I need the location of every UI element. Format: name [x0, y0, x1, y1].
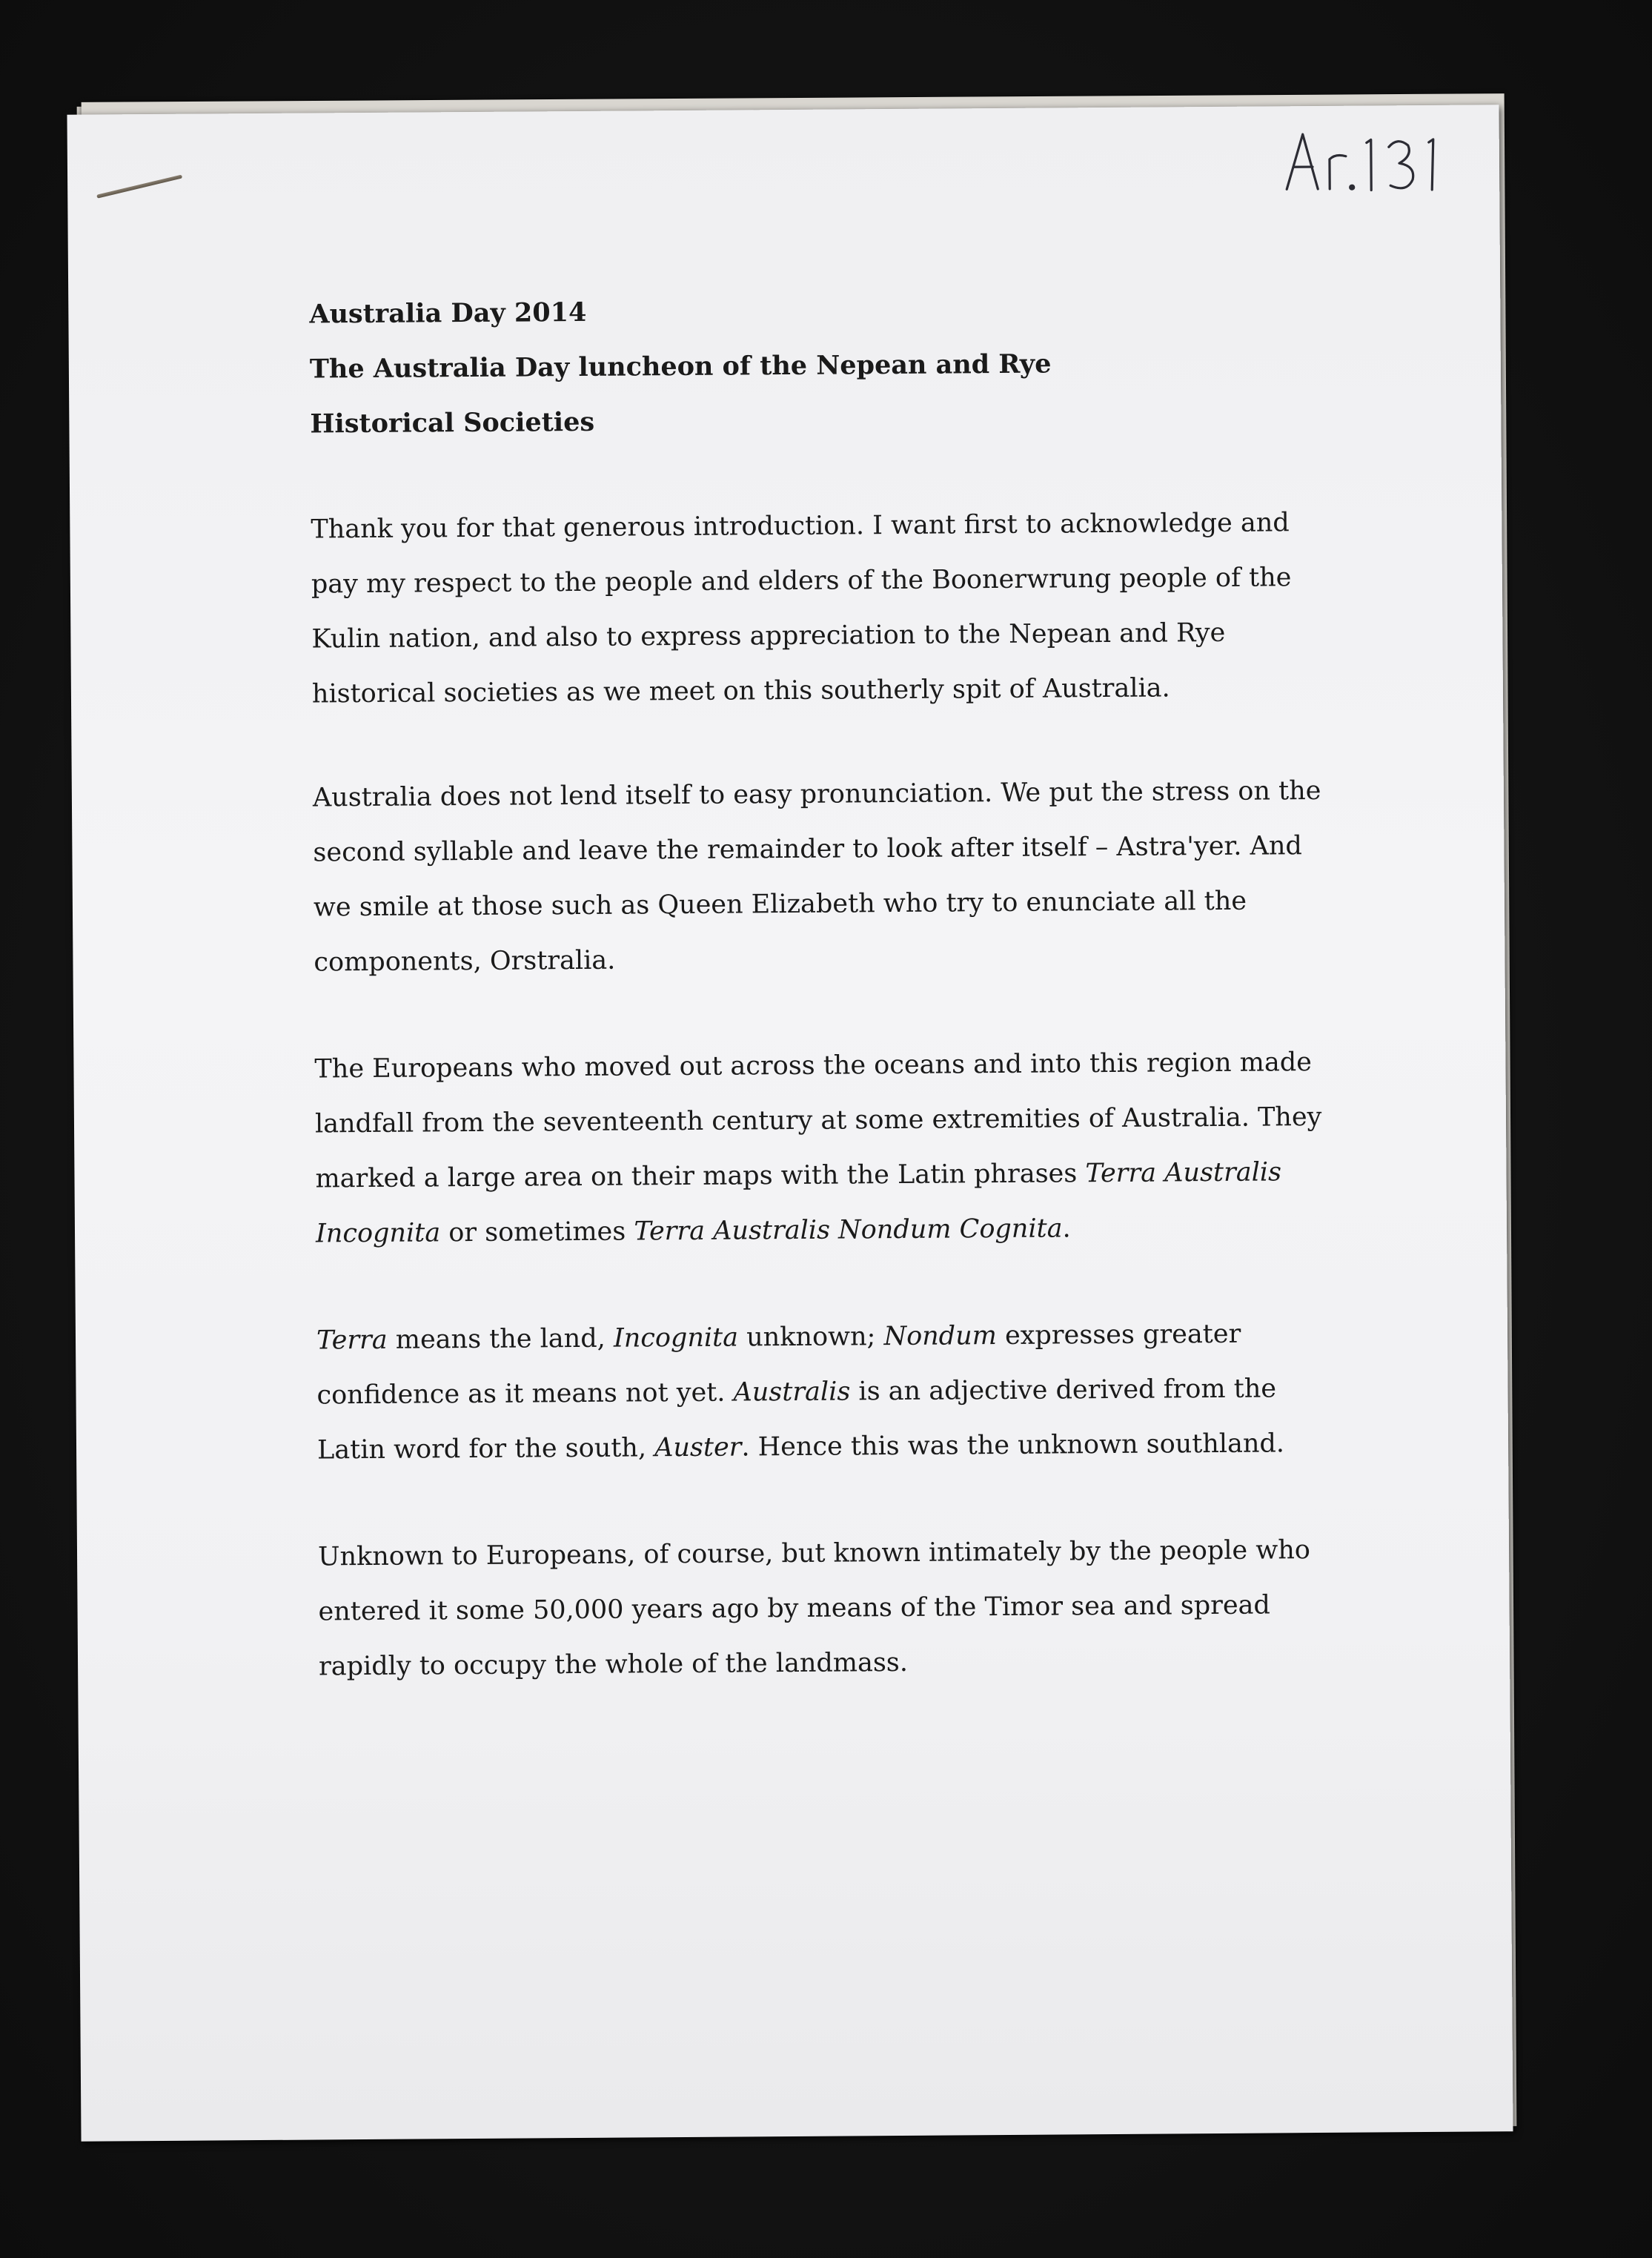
paragraph-4-text-4: is an adjective derived from the Latin word for the south,	[316, 1374, 1277, 1466]
paragraph-4-text-5: . Hence this was the unknown southland.	[741, 1428, 1285, 1463]
document-body	[309, 280, 1349, 1695]
paragraph-4-italic-3: Nondum	[883, 1321, 998, 1352]
paragraph-3-italic-1: Terra Australis Incognita	[315, 1157, 1282, 1249]
paragraph-1: Thank you for that generous introduction. I want first to acknowledge and pay my respect to the people and elders of the Boonerwrung people of the Kulin nation, and also to express appreciation to the Nepean and Rye historical societies as we meet on this southerly spit of Australia.	[311, 508, 1292, 709]
paragraph-4-italic-5: Auster	[654, 1432, 742, 1463]
staple	[96, 174, 182, 198]
paragraph-4-text-2: unknown;	[737, 1322, 884, 1353]
paragraph-2: Australia does not lend itself to easy pronunciation. We put the stress on the second syllable and leave the remainder to look after itself – Astra'yer. And we smile at those such as Queen Elizabeth who try to enunciate all the components, Orstralia.	[312, 775, 1321, 978]
paragraph-5: Unknown to Europeans, of course, but known intimately by the people who entered it some 50,000 years ago by means of the Timor sea and spread rapidly to occupy the whole of the landmass.	[317, 1535, 1311, 1682]
handwritten-archive-note	[1272, 120, 1465, 203]
paragraph-3-text-2: or sometimes	[440, 1216, 634, 1248]
paragraph-4	[316, 1306, 1348, 1478]
paragraph-4-text-3: expresses greater confidence as it means not yet.	[316, 1319, 1241, 1411]
document-title: Australia Day 2014	[309, 297, 587, 330]
paragraph-3	[314, 1035, 1346, 1262]
paragraph-4-italic-4: Australis	[733, 1377, 851, 1408]
paragraph-4-text-1: means the land,	[387, 1323, 614, 1355]
paragraph-3-italic-2: Terra Australis Nondum Cognita	[634, 1214, 1063, 1247]
paragraph-4-italic-1: Terra	[316, 1325, 388, 1356]
document-page	[67, 105, 1513, 2141]
paragraph-3-text-3: .	[1062, 1214, 1071, 1244]
paragraph-3-text-1: The Europeans who moved out across the oceans and into this region made landfall from the seventeenth century at some extremities of Australia. They marked a large area on their maps with the Latin phrases	[314, 1047, 1322, 1194]
document-subtitle: The Australia Day luncheon of the Nepean and Rye Historical Societies	[309, 348, 1052, 440]
paragraph-4-italic-2: Incognita	[613, 1322, 739, 1354]
